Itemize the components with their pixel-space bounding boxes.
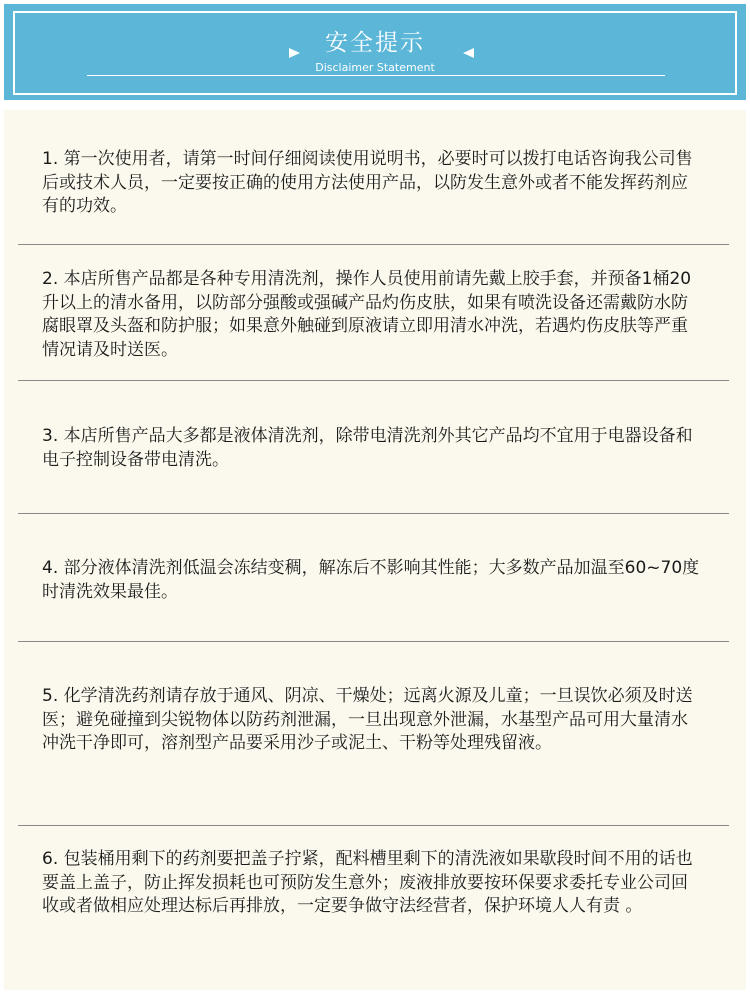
disclaimer-list (4, 110, 746, 990)
list-item-body: 包装桶用剩下的药剂要把盖子拧紧，配料槽里剩下的清洗液如果歇段时间不用的话也要盖上盖子，防止挥发损耗也可预防发生意外；废液排放要按环保要求委托专业公司回收或者做相应处理达标后再排放，一定要争做守法经营者，保护环境人人有责 。 (42, 849, 693, 916)
list-item-body: 本店所售产品大多都是液体清洗剂，除带电清洗剂外其它产品均不宜用于电器设备和电子控制设备带电清洗。 (42, 426, 693, 470)
divider (18, 380, 729, 381)
list-item-body: 部分液体清洗剂低温会冻结变稠，解冻后不影响其性能；大多数产品加温至60~70度时清洗效果最佳。 (42, 558, 700, 602)
list-item-text (42, 685, 702, 756)
header-banner (4, 4, 746, 100)
header-frame (13, 11, 737, 95)
page-title: 安全提示 (325, 30, 425, 56)
divider (18, 513, 729, 514)
list-item-number: 2. (42, 269, 59, 289)
list-item-number: 6. (42, 849, 59, 869)
list-item-number: 1. (42, 149, 59, 169)
list-item-body: 第一次使用者，请第一时间仔细阅读使用说明书，必要时可以拨打电话咨询我公司售后或技术人员，一定要按正确的使用方法使用产品，以防发生意外或者不能发挥药剂应有的功效。 (42, 149, 693, 216)
list-item-text (42, 848, 702, 919)
divider (18, 825, 729, 826)
list-item-body: 化学清洗药剂请存放于通风、阴凉、干燥处；远离火源及儿童；一旦误饮必须及时送医；避免碰撞到尖锐物体以防药剂泄漏，一旦出现意外泄漏，水基型产品可用大量清水冲洗干净即可，溶剂型产品要采用沙子或泥土、干粉等处理残留液。 (42, 686, 693, 753)
page-subtitle: Disclaimer Statement (315, 61, 435, 74)
divider (18, 244, 729, 245)
list-item-number: 5. (42, 686, 59, 706)
list-item-text (42, 148, 702, 219)
list-item-body: 本店所售产品都是各种专用清洗剂，操作人员使用前请先戴上胶手套，并预备1桶20升以上的清水备用，以防部分强酸或强碱产品灼伤皮肤，如果有喷洗设备还需戴防水防腐眼罩及头盔和防护服；如果意外触碰到原液请立即用清水冲洗，若遇灼伤皮肤等严重情况请及时送医。 (42, 269, 692, 360)
list-item-number: 3. (42, 426, 59, 446)
header-underline (87, 75, 665, 76)
list-item-text (42, 268, 702, 362)
arrow-left-icon (463, 48, 474, 58)
list-item-text (42, 557, 702, 604)
list-item-text (42, 425, 702, 472)
list-item-number: 4. (42, 558, 59, 578)
divider (18, 641, 729, 642)
